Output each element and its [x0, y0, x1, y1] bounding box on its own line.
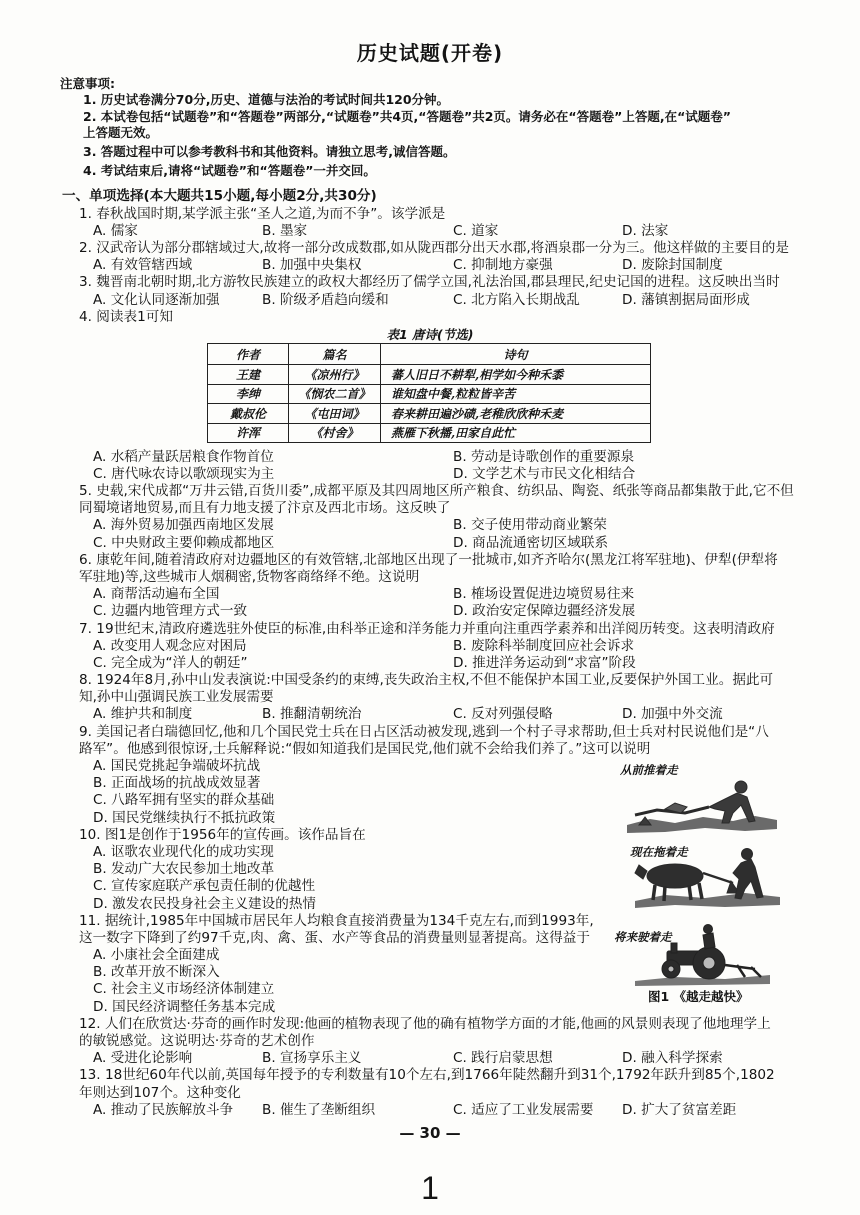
- question-4: [62, 309, 852, 483]
- question-stem: 5. 史载,宋代成都“万井云错,百货川委”,成都平原及其四周地区所产粮食、纺织品、陶瓷、纸张等商品都集散于此,它不但: [79, 483, 794, 500]
- option-a: A. 海外贸易加强西南地区发展: [93, 517, 274, 534]
- figure-panel-caption: 将来驶着走: [614, 930, 672, 944]
- table-caption: 表1 唐诗(节选): [386, 326, 474, 342]
- option-a: A. 商帮活动遍布全国: [93, 586, 220, 603]
- notice-item: 2. 本试卷包括“试题卷”和“答题卷”两部分,“试题卷”共4页,“答题卷”共2页。请务必在“答题卷”上答题,在“试题卷”: [83, 108, 732, 124]
- tractor-plough-icon: [635, 925, 770, 987]
- question-stem: 4. 阅读表1可知: [79, 308, 173, 325]
- option-d: D. 国民经济调整任务基本完成: [93, 998, 276, 1015]
- option-a: A. 维护共和制度: [93, 706, 193, 723]
- options-row: [62, 449, 852, 466]
- figure-1-illustration: [605, 755, 795, 990]
- poem-table: [207, 343, 651, 443]
- options-row: [62, 706, 852, 723]
- option-c: C. 宣传家庭联产承包责任制的优越性: [93, 878, 316, 895]
- question-stem-continued: 的敏锐感觉。这说明达·芬奇的艺术创作: [79, 1033, 315, 1050]
- question-13: [62, 1067, 852, 1119]
- options-row: [62, 223, 852, 240]
- question-stem-continued: 这一数字下降到了约97千克,肉、禽、蛋、水产等食品的消费量则显著提高。这得益于: [79, 929, 590, 946]
- question-stem: 12. 人们在欣赏达·芬奇的画作时发现:他画的植物表现了他的确有植物学方面的才能,他画的风景则表现了他地理学上: [79, 1015, 771, 1032]
- table-cell-author: 许浑: [208, 423, 289, 443]
- option-d: D. 加强中外交流: [622, 706, 723, 723]
- option-a: A. 国民党挑起争端破坏抗战: [93, 758, 261, 775]
- question-5: [62, 483, 852, 552]
- options-row: [62, 517, 852, 534]
- option-c: C. 反对列强侵略: [453, 706, 553, 723]
- question-2: [62, 240, 852, 274]
- options-row: [62, 257, 852, 274]
- option-d: D. 推进洋务运动到“求富”阶段: [453, 654, 636, 671]
- option-b: B. 交子使用带动商业繁荣: [453, 517, 607, 534]
- question-stem: 13. 18世纪60年代以前,英国每年授予的专利数量有10个左右,到1766年陡然翻升到31个,1792年跃升到85个,1802: [79, 1067, 775, 1084]
- question-3: [62, 274, 852, 308]
- option-b: B. 催生了垄断组织: [262, 1101, 376, 1118]
- option-b: B. 发动广大农民参加土地改革: [93, 861, 275, 878]
- option-b: B. 正面战场的抗战成效显著: [93, 775, 261, 792]
- table-cell-title: 《悯农二首》: [289, 384, 381, 404]
- notice-block: [60, 76, 731, 180]
- option-d: D. 藩镇割据局面形成: [622, 291, 750, 308]
- options-row: [62, 603, 852, 620]
- option-d: D. 政治安定保障边疆经济发展: [453, 603, 636, 620]
- option-c: C. 道家: [453, 222, 499, 239]
- question-7: [62, 621, 852, 673]
- option-d: D. 融入科学探索: [622, 1050, 723, 1067]
- options-row: [62, 655, 852, 672]
- notice-heading: 注意事项:: [60, 76, 115, 91]
- option-a: A. 讴歌农业现代化的成功实现: [93, 843, 274, 860]
- option-c: C. 边疆内地管理方式一致: [93, 603, 248, 620]
- option-d: D. 法家: [622, 222, 669, 239]
- table-cell-verse: 蕃人旧日不耕犁,相学如今种禾黍: [381, 365, 651, 385]
- option-a: A. 水稻产量跃居粮食作物首位: [93, 448, 274, 465]
- notice-item: 4. 考试结束后,请将“试题卷”和“答题卷”一并交回。: [83, 163, 376, 179]
- option-b: B. 宣扬享乐主义: [262, 1050, 362, 1067]
- table-cell-verse: 谁知盘中餐,粒粒皆辛苦: [381, 384, 651, 404]
- options-row: [62, 638, 852, 655]
- option-c: C. 践行启蒙思想: [453, 1050, 553, 1067]
- question-stem: 6. 康乾年间,随着清政府对边疆地区的有效管辖,北部地区出现了一批城市,如齐齐哈尔(黑龙江将军驻地)、伊犁(伊犁将: [79, 551, 778, 568]
- question-stem: 10. 图1是创作于1956年的宣传画。该作品旨在: [79, 826, 366, 843]
- options-row: [62, 1050, 852, 1067]
- table-row: [208, 365, 651, 385]
- option-d: D. 激发农民投身社会主义建设的热情: [93, 895, 317, 912]
- table-cell-title: 《村舍》: [289, 423, 381, 443]
- option-a: A. 有效管辖西域: [93, 257, 193, 274]
- table-row: [208, 404, 651, 424]
- option-a: A. 改变用人观念应对困局: [93, 637, 247, 654]
- question-stem: 7. 19世纪末,清政府遴选驻外使臣的标准,由科举正途和洋务能力并重向注重西学素养和出洋阅历转变。这表明清政府: [79, 620, 775, 637]
- options-row: [62, 586, 852, 603]
- option-d: D. 商品流通密切区域联系: [453, 534, 609, 551]
- options-row: [62, 535, 852, 552]
- notice-item: 3. 答题过程中可以参考教科书和其他资料。请独立思考,诚信答题。: [83, 144, 456, 160]
- option-c: C. 中央财政主要仰赖成都地区: [93, 534, 275, 551]
- option-c: C. 北方陷入长期战乱: [453, 291, 580, 308]
- question-stem-continued: 路军”。他感到很惊讶,士兵解释说:“假如知道我们是国民党,他们就不会给我们养了。”这可以说明: [79, 740, 651, 757]
- option-a: A. 受进化论影响: [93, 1050, 193, 1067]
- question-stem: 8. 1924年8月,孙中山发表演说:中国受条约的束缚,丧失政治主权,不但不能保护本国工业,反要保护外国工业。据此可: [79, 672, 774, 689]
- question-stem-continued: 同蜀境诸地贸易,而且有力地支援了汴京及西北市场。这反映了: [79, 500, 451, 517]
- option-d: D. 文学艺术与市民文化相结合: [453, 465, 636, 482]
- option-d: D. 扩大了贫富差距: [622, 1101, 737, 1118]
- table-cell-verse: 燕雁下秋播,田家自此忙: [381, 423, 651, 443]
- table-cell-author: 李绅: [208, 384, 289, 404]
- option-c: C. 社会主义市场经济体制建立: [93, 981, 275, 998]
- option-c: C. 唐代咏农诗以歌颂现实为主: [93, 465, 275, 482]
- table-cell-author: 戴叔伦: [208, 404, 289, 424]
- table-header: 篇名: [289, 344, 381, 365]
- sheet-number: 1: [421, 1170, 439, 1206]
- question-stem: 2. 汉武帝认为部分郡辖域过大,故将一部分改成数郡,如从陇西郡分出天水郡,将酒泉郡一分为三。他这样做的主要目的是: [79, 239, 789, 256]
- question-stem-continued: 军驻地)等,这些城市人烟稠密,货物客商络绎不绝。这说明: [79, 568, 420, 585]
- option-a: A. 推动了民族解放斗争: [93, 1101, 234, 1118]
- question-stem: 3. 魏晋南北朝时期,北方游牧民族建立的政权大都经历了儒学立国,礼法治国,郡县理民,纪史记国的进程。这反映出当时: [79, 274, 780, 291]
- figure-panel-caption: 从前推着走: [620, 763, 678, 777]
- option-b: B. 阶级矛盾趋向缓和: [262, 291, 389, 308]
- option-a: A. 小康社会全面建成: [93, 947, 220, 964]
- farmer-pushing-plough-icon: [627, 781, 777, 833]
- option-d: D. 废除封国制度: [622, 257, 723, 274]
- option-d: D. 国民党继续执行不抵抗政策: [93, 809, 276, 826]
- option-b: B. 推翻清朝统治: [262, 706, 362, 723]
- question-1: [62, 206, 852, 240]
- question-stem-continued: 知,孙中山强调民族工业发展需要: [79, 689, 274, 706]
- question-6: [62, 552, 852, 621]
- options-row: [62, 292, 852, 309]
- option-a: A. 儒家: [93, 222, 138, 239]
- ox-drawn-plough-icon: [635, 849, 780, 909]
- question-stem: 1. 春秋战国时期,某学派主张“圣人之道,为而不争”。该学派是: [79, 205, 446, 222]
- question-12: [62, 1016, 852, 1068]
- option-b: B. 加强中央集权: [262, 257, 362, 274]
- table-cell-verse: 春来耕田遍沙碛,老稚欣欣种禾麦: [381, 404, 651, 424]
- table-row: [208, 423, 651, 443]
- option-b: B. 改革开放不断深入: [93, 964, 220, 981]
- options-row: [62, 1102, 852, 1119]
- option-c: C. 适应了工业发展需要: [453, 1101, 594, 1118]
- option-a: A. 文化认同逐渐加强: [93, 291, 220, 308]
- page-number: — 30 —: [399, 1124, 461, 1142]
- notice-item: 1. 历史试卷满分70分,历史、道德与法治的考试时间共120分钟。: [83, 92, 450, 108]
- table-cell-author: 王建: [208, 365, 289, 385]
- figure-panel-caption: 现在拖着走: [630, 845, 688, 859]
- option-b: B. 墨家: [262, 222, 308, 239]
- option-c: C. 完全成为“洋人的朝廷”: [93, 654, 248, 671]
- option-b: B. 废除科举制度回应社会诉求: [453, 637, 635, 654]
- table-header: 诗句: [381, 344, 651, 365]
- figure-caption: 图1 《越走越快》: [648, 989, 749, 1004]
- section-heading: 一、单项选择(本大题共15小题,每小题2分,共30分): [62, 188, 377, 205]
- page-title: 历史试题(开卷): [356, 41, 504, 65]
- table-header: 作者: [208, 344, 289, 365]
- table-header-row: [208, 344, 651, 365]
- notice-item-continued: 上答题无效。: [83, 125, 159, 141]
- table-row: [208, 384, 651, 404]
- option-c: C. 八路军拥有坚实的群众基础: [93, 792, 275, 809]
- question-8: [62, 672, 852, 724]
- table-cell-title: 《屯田词》: [289, 404, 381, 424]
- option-c: C. 抑制地方豪强: [453, 257, 553, 274]
- table-cell-title: 《凉州行》: [289, 365, 381, 385]
- question-stem: 9. 美国记者白瑞德回忆,他和几个国民党士兵在日占区活动被发现,逃到一个村子寻求帮助,但士兵对村民说他们是“八: [79, 723, 769, 740]
- option-b: B. 劳动是诗歌创作的重要源泉: [453, 448, 635, 465]
- question-stem-continued: 年则达到107个。这种变化: [79, 1084, 241, 1101]
- option-b: B. 榷场设置促进边境贸易往来: [453, 586, 635, 603]
- question-stem: 11. 据统计,1985年中国城市居民年人均粮食直接消费量为134千克左右,而到1993年,: [79, 912, 594, 929]
- options-row: [62, 466, 852, 483]
